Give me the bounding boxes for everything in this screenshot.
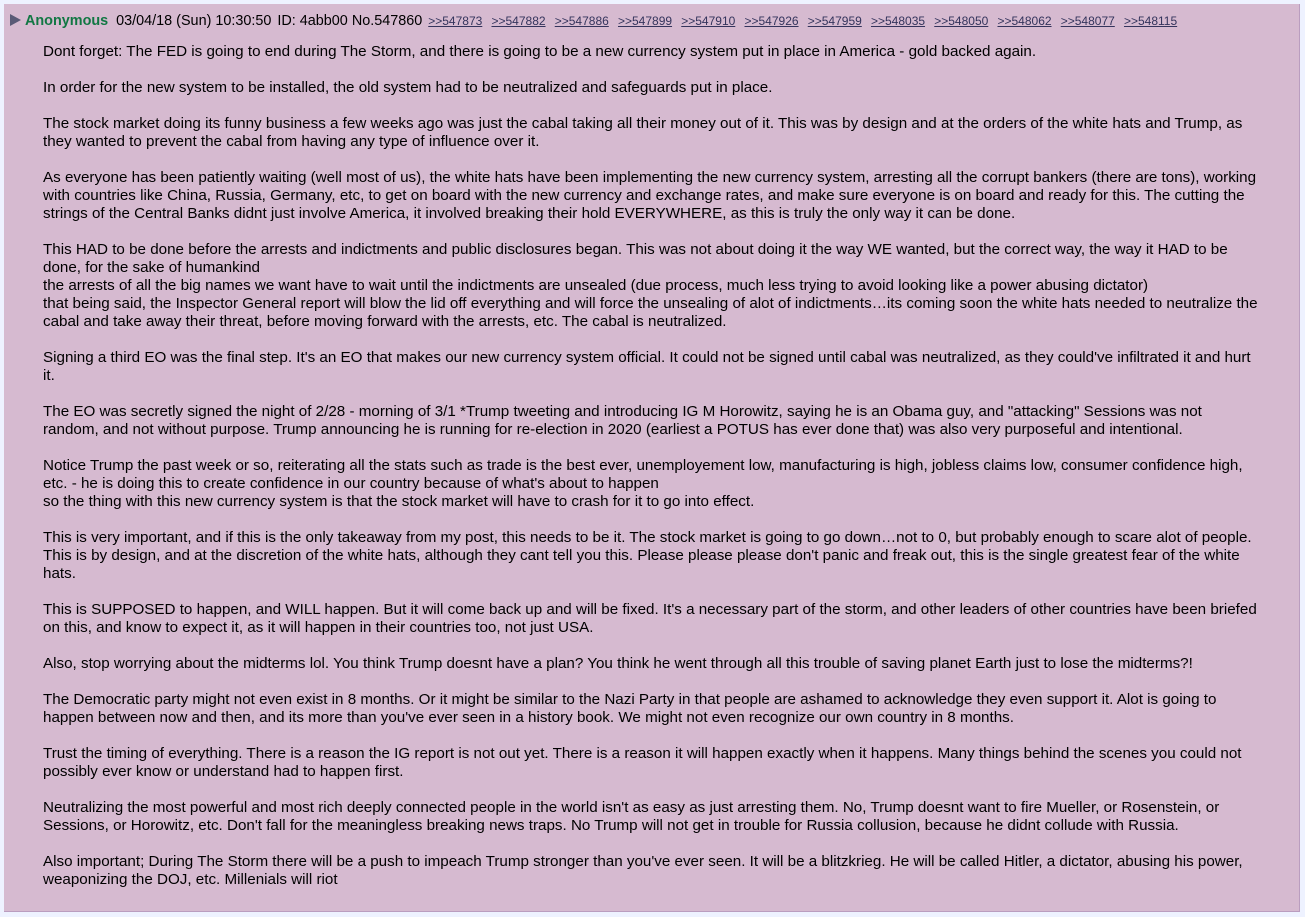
post-text-line: Signing a third EO was the final step. It's an EO that makes our new currency system official. It could not be signed until cabal was neutralized, as they could've infiltrated it and hurt it. [43,349,1251,384]
post-paragraph [43,529,1258,583]
post-text-line: Notice Trump the past week or so, reiterating all the stats such as trade is the best ever, unemployement low, manufacturing is high, jobless claims low, consumer confidence high, etc. - he is doing this to create confidence in our country because of what's about to happen [43,457,1243,492]
post-text-line: Trust the timing of everything. There is a reason the IG report is not out yet. There is a reason it will happen exactly when it happens. Many things behind the scenes you could not possibly ever know or understand had to happen first. [43,745,1242,780]
post-text-line: the arrests of all the big names we want have to wait until the indictments are unsealed (due process, much less trying to avoid looking like a power abusing dictator) [43,277,1149,294]
post-text-line: This HAD to be done before the arrests and indictments and public disclosures began. This was not about doing it the way WE wanted, but the correct way, the way it HAD to be done, for the sake of humankind [43,241,1228,276]
backlink[interactable]: >>547899 [617,14,673,28]
backlink[interactable]: >>548050 [934,14,989,28]
post-text-line: This is SUPPOSED to happen, and WILL happen. But it will come back up and will be fixed. It's a necessary part of the storm, and other leaders of other countries have been briefed on this, and know to expect it, as it will happen in their countries too, not just USA. [43,601,1257,636]
backlink[interactable]: >>548115 [1123,14,1178,28]
post-number-link[interactable]: No.547860 [351,13,423,29]
post-text-line: This is very important, and if this is the only takeaway from my post, this needs to be it. The stock market is going to go down…not to 0, but probably enough to scare alot of people. This is by design, and at the discretion of the white hats, although they cant tell you this. Please please please don't panic and freak out, this is the single greatest fear of the white hats. [43,529,1252,582]
backlink[interactable]: >>548035 [870,14,926,28]
post-text-line: In order for the new system to be installed, the old system had to be neutralized and safeguards put in place. [43,79,773,96]
backlink[interactable]: >>547910 [681,14,736,28]
backlink[interactable]: >>548062 [997,14,1052,28]
post-text-line: As everyone has been patiently waiting (well most of us), the white hats have been implementing the new currency system, arresting all the corrupt bankers (there are tons), working with countries like China, Russia, Germany, etc, to get on board with the new currency and exchange rates, and make sure everyone is on board and ready for this. The cutting the strings of the Central Banks didnt just involve America, it involved breaking their hold EVERYWHERE, as this is truly the only way it can be done. [43,169,1257,222]
post-paragraph [43,601,1258,637]
post-paragraph [43,349,1258,385]
post-reply [4,4,1300,912]
backlink[interactable]: >>547959 [807,14,862,28]
post-paragraph [43,457,1258,511]
backlink[interactable]: >>547926 [744,14,799,28]
post-paragraph [43,853,1258,889]
post-text-line: Also, stop worrying about the midterms lol. You think Trump doesnt have a plan? You think he went through all this trouble of saving planet Earth just to lose the midterms?! [43,655,1193,672]
backlink[interactable]: >>548077 [1060,14,1115,28]
post-paragraph [43,43,1258,61]
post-paragraph [43,169,1258,223]
post-text-line: The EO was secretly signed the night of 2/28 - morning of 3/1 *Trump tweeting and introducing IG M Horowitz, saying he is an Obama guy, and "attacking" Sessions was not random, and not without purpose. Trump announcing he is running for re-election in 2020 (earliest a POTUS has ever done that) was also very purposeful and intentional. [43,403,1202,438]
post-text-line: that being said, the Inspector General report will blow the lid off everything and will force the unsealing of alot of indictments…its coming soon the white hats needed to neutralize the cabal and take away their threat, before moving forward with the arrests, etc. The cabal is neutralized. [43,295,1258,330]
backlink[interactable]: >>547882 [491,14,546,28]
backlink[interactable]: >>547873 [428,14,483,28]
post-text-line: Also important; During The Storm there will be a push to impeach Trump stronger than you've ever seen. It will be a blitzkrieg. He will be called Hitler, a dictator, abusing his power, weaponizing the DOJ, etc. Millenials will riot [43,853,1243,888]
triangle-right-icon[interactable] [10,14,21,26]
post-date: 03/04/18 (Sun) 10:30:50 [116,13,272,29]
post-text-line: Dont forget: The FED is going to end during The Storm, and there is going to be a new currency system put in place in America - gold backed again. [43,43,1037,60]
post-paragraph [43,691,1258,727]
post-text-line: so the thing with this new currency system is that the stock market will have to crash for it to go into effect. [43,493,755,510]
post-text-line: The stock market doing its funny business a few weeks ago was just the cabal taking all their money out of it. This was by design and at the orders of the white hats and Trump, as they wanted to prevent the cabal from having any type of influence over it. [43,115,1243,150]
post-text-line: The Democratic party might not even exist in 8 months. Or it might be similar to the Nazi Party in that people are ashamed to acknowledge they even support it. Alot is going to happen between now and then, and its more than you've ever seen in a history book. We might not even recognize our own country in 8 months. [43,691,1217,726]
poster-id[interactable]: ID: 4abb00 [277,13,348,29]
poster-name: Anonymous [25,13,109,29]
post-paragraph [43,655,1258,673]
backlinks [428,12,1186,30]
post-header [10,12,1186,30]
post-paragraph [43,799,1258,835]
post-body [43,43,1258,907]
post-paragraph [43,241,1258,331]
post-paragraph [43,403,1258,439]
post-paragraph [43,115,1258,151]
post-paragraph [43,745,1258,781]
post-paragraph [43,79,1258,97]
post-text-line: Neutralizing the most powerful and most rich deeply connected people in the world isn't as easy as just arresting them. No, Trump doesnt want to fire Mueller, or Rosenstein, or Sessions, or Horowitz, etc. Don't fall for the meaningless breaking news traps. No Trump will not get in trouble for Russia collusion, because he didnt collude with Russia. [43,799,1220,834]
backlink[interactable]: >>547886 [554,14,609,28]
